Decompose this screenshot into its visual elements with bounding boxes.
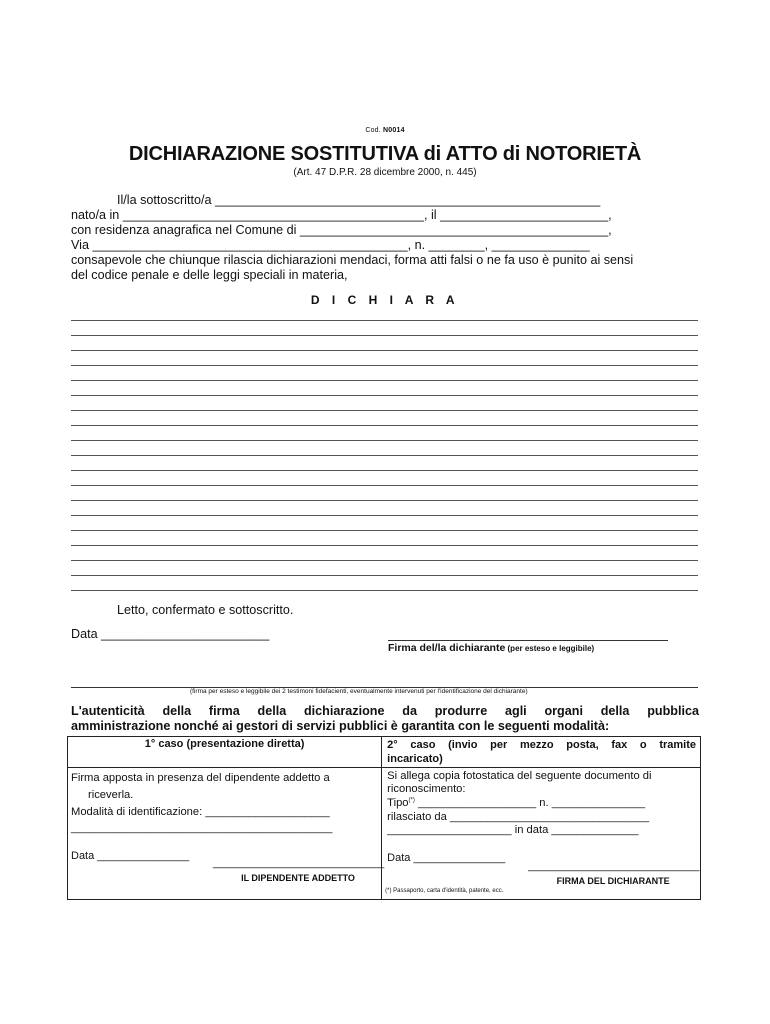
- declaration-line: [71, 545, 698, 546]
- declaration-line: [71, 440, 698, 441]
- case1-signature-line: ____________________________: [213, 857, 385, 869]
- consapevole-line: consapevole che chiunque rilascia dichiarazioni mendaci, forma atti falsi o ne fa uso è punito ai sensi: [71, 253, 634, 267]
- declaration-line: [71, 335, 698, 336]
- declaration-line: [71, 425, 698, 426]
- dichiara-heading: D I C H I A R A: [310, 293, 460, 307]
- date-field: Data ________________________: [71, 627, 270, 641]
- case2-date-field: Data _______________: [387, 852, 506, 864]
- declaration-line: [71, 395, 698, 396]
- document-subtitle: (Art. 47 D.P.R. 28 dicembre 2000, n. 445): [293, 167, 477, 178]
- letto-confermato: Letto, confermato e sottoscritto.: [117, 603, 294, 617]
- case1-header: [68, 737, 382, 768]
- case2-tipo-sup: (*): [408, 797, 415, 804]
- case1-underline: __________________________________________: [71, 822, 333, 834]
- case1-text-1: Firma apposta in presenza del dipendente addetto a: [71, 772, 330, 784]
- authenticity-line-2: amministrazione nonché ai gestori di servizi pubblici è garantita con le seguenti modalità:: [71, 719, 610, 733]
- declaration-line: [71, 470, 698, 471]
- case2-signature-line: ____________________________: [528, 860, 700, 872]
- nato-line: nato/a in ___________________________________________, il ________________________,: [71, 208, 612, 222]
- case1-modalita: Modalità di identificazione: ____________________: [71, 806, 330, 818]
- case2-tipo-field: [387, 797, 645, 809]
- declaration-line: [71, 515, 698, 516]
- via-line: Via _____________________________________________, n. ________, ______________: [71, 238, 590, 252]
- declaration-line: [71, 320, 698, 321]
- case2-text-2: riconoscimento:: [387, 783, 466, 795]
- declaration-line: [71, 560, 698, 561]
- signature-label-block: [388, 642, 594, 654]
- case2-tipo-label: Tipo: [387, 797, 409, 809]
- case2-footnote: (*) Passaporto, carta d'identità, patente, ecc.: [385, 888, 504, 894]
- case2-body: [382, 768, 701, 900]
- signature-line: [388, 640, 668, 641]
- declaration-line: [71, 455, 698, 456]
- case2-in-data: ____________________ in data ______________: [387, 824, 639, 836]
- case2-header-line-1: 2° caso (invio per mezzo posta, fax o tramite: [387, 739, 696, 751]
- case2-header-line-2: incaricato): [387, 753, 443, 765]
- document-title: DICHIARAZIONE SOSTITUTIVA di ATTO di NOTORIETÀ: [128, 143, 642, 165]
- declaration-line: [71, 590, 698, 591]
- authenticity-line-1: L'autenticità della firma della dichiarazione da produrre agli organi della pubblica: [71, 704, 699, 718]
- witness-note: (firma per esteso e leggibile dei 2 testimoni fidefacienti, eventualmente intervenuti per l'identificazione del dichiarante): [190, 688, 528, 695]
- declaration-line: [71, 530, 698, 531]
- residenza-line: con residenza anagrafica nel Comune di ____________________________________________,: [71, 223, 612, 237]
- sottoscritto-line: Il/la sottoscritto/a _______________________________________________________: [117, 193, 601, 207]
- document-code: [0, 127, 770, 134]
- codice-penale-line: del codice penale e delle leggi speciali in materia,: [71, 268, 348, 282]
- signature-label: Firma del/la dichiarante: [388, 642, 506, 654]
- case1-date-field: Data _______________: [71, 850, 190, 862]
- declaration-line: [71, 380, 698, 381]
- declaration-line: [71, 350, 698, 351]
- authentication-table: [67, 736, 701, 900]
- case2-signer-label: FIRMA DEL DICHIARANTE: [556, 876, 670, 886]
- case1-body: [68, 768, 385, 900]
- case1-text-2: riceverla.: [88, 789, 134, 801]
- declaration-line: [71, 500, 698, 501]
- document-code-prefix: Cod.: [365, 127, 384, 134]
- case2-rilasciato: rilasciato da ________________________________: [387, 811, 650, 823]
- document-code-value: N0014: [383, 127, 405, 134]
- declaration-line: [71, 410, 698, 411]
- case1-header-text: 1° caso (presentazione diretta): [144, 738, 305, 750]
- case2-text-1: Si allega copia fotostatica del seguente documento di: [387, 770, 652, 782]
- declaration-line: [71, 575, 698, 576]
- case2-tipo-rest: ___________________ n. _______________: [414, 797, 646, 809]
- case1-signer-label: IL DIPENDENTE ADDETTO: [241, 873, 355, 883]
- declaration-line: [71, 485, 698, 486]
- signature-note: (per esteso e leggibile): [505, 644, 595, 653]
- case2-header: [382, 737, 701, 768]
- declaration-line: [71, 365, 698, 366]
